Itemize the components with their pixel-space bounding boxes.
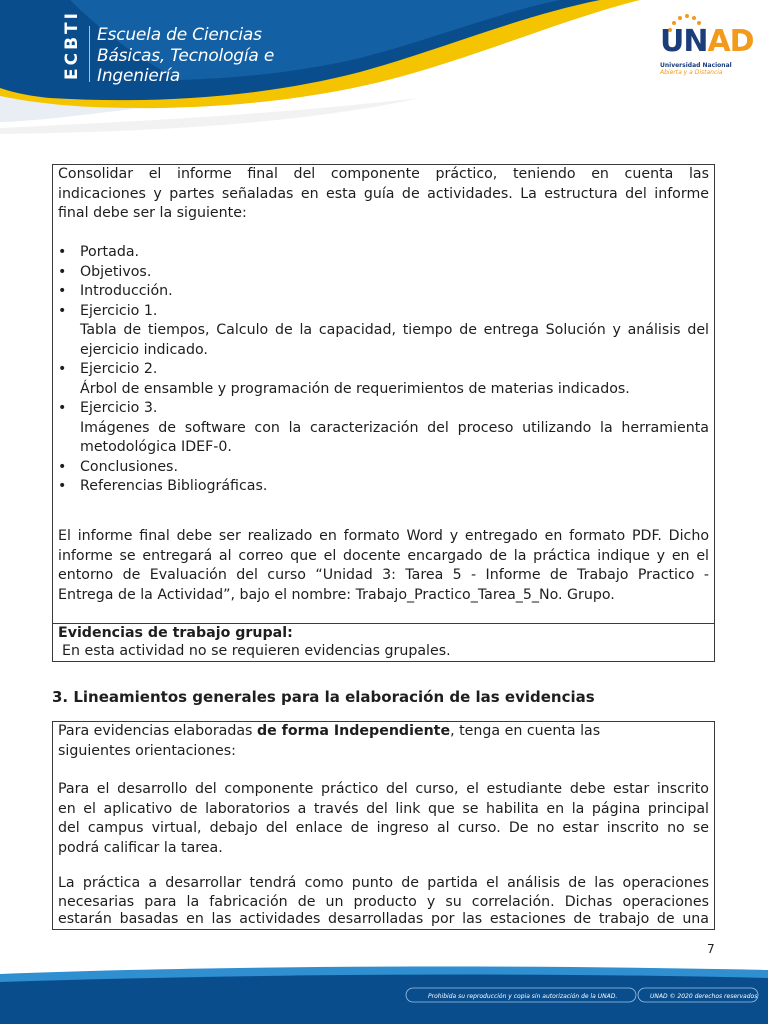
list-item: Objetivos. (80, 263, 152, 280)
faculty-acronym: ECBTI (62, 10, 82, 80)
list-item: Introducción. (80, 283, 173, 299)
bullet-marker: • (58, 302, 67, 319)
list-item-detail: ejercicio indicado. (80, 341, 208, 358)
bullet-marker: • (58, 400, 67, 416)
section-heading: 3. Lineamientos generales para la elaboración de las evidencias (52, 688, 595, 706)
page-footer (0, 960, 768, 1024)
closing-line-2: informe se entregará al correo que el docente encargado de la práctica indique y en el (58, 547, 709, 564)
logo-subtitle-1: Universidad Nacional (660, 62, 732, 69)
guidelines-box (52, 721, 715, 930)
group-evidence-heading: Evidencias de trabajo grupal: (58, 625, 293, 641)
header-divider (89, 26, 90, 82)
intro-line-3: final debe ser la siguiente: (58, 205, 247, 221)
logo-subtitle-2: Abierta y a Distancia (660, 69, 723, 76)
list-item: Conclusiones. (80, 458, 178, 475)
footer-copy-notice: Prohibida su reproducción y copia sin autorización de la UNAD. (428, 993, 618, 1000)
paragraph-3-line-1: La práctica a desarrollar tendrá como punto de partida el análisis de las operaciones (58, 875, 709, 891)
paragraph-2-line-2: en el aplicativo de laboratorios a través del link que se habilita en la página principal (58, 800, 709, 817)
school-name-line-1: Escuela de Ciencias (97, 25, 262, 45)
list-item-detail: metodológica IDEF-0. (80, 439, 232, 455)
bullet-marker: • (58, 478, 67, 494)
report-structure-box (52, 164, 715, 624)
paragraph-2-line-4: podrá calificar la tarea. (58, 839, 223, 856)
bullet-marker: • (58, 458, 67, 475)
unad-logo (660, 14, 754, 86)
list-item: Referencias Bibliográficas. (80, 478, 268, 494)
list-item-detail: Tabla de tiempos, Calculo de la capacidad, tiempo de entrega Solución y análisis del (80, 322, 709, 338)
bullet-marker: • (58, 361, 67, 377)
list-item: Portada. (80, 244, 140, 260)
paragraph-2-line-1: Para el desarrollo del componente práctico del curso, el estudiante debe estar inscrito (58, 781, 709, 797)
footer-band-graphic (0, 960, 768, 1024)
intro-line-1: Consolidar el informe final del componente práctico, teniendo en cuenta las (58, 166, 709, 182)
guidelines-line-2: siguientes orientaciones: (58, 742, 236, 759)
paragraph-2-line-3: del campus virtual, debajo del enlace de ingreso al curso. De no estar inscrito no se (58, 820, 709, 836)
closing-line-1: El informe final debe ser realizado en formato Word y entregado en formato PDF. Dicho (58, 528, 709, 544)
school-name-line-2: Básicas, Tecnología e (97, 46, 275, 66)
list-item: Ejercicio 1. (80, 302, 158, 319)
paragraph-3-line-2: necesarias para la fabricación de un producto y su correlación. Dichas operaciones (58, 894, 709, 910)
group-evidence-text: En esta actividad no se requieren evidencias grupales. (62, 643, 451, 659)
intro-line-2: indicaciones y partes señaladas en esta guía de actividades. La estructura del informe (58, 185, 709, 202)
school-name-line-3: Ingeniería (97, 66, 181, 86)
page-header (0, 0, 768, 150)
group-evidence-box (52, 623, 715, 662)
logo-wordmark: UNAD (660, 24, 754, 59)
bullet-marker: • (58, 263, 67, 280)
closing-line-4: Entrega de la Actividad”, bajo el nombre: Trabajo_Practico_Tarea_5_No. Grupo. (58, 586, 615, 603)
list-item: Ejercicio 2. (80, 361, 158, 377)
guidelines-line-1: Para evidencias elaboradas de forma Independiente, tenga en cuenta las (58, 723, 601, 739)
bullet-marker: • (58, 283, 67, 299)
page-number: 7 (707, 942, 715, 956)
list-item-detail: Imágenes de software con la caracterización del proceso utilizando la herramienta (80, 419, 709, 436)
closing-line-3: entorno de Evaluación del curso “Unidad 3: Tarea 5 - Informe de Trabajo Practico - (58, 567, 709, 583)
list-item-detail: Árbol de ensamble y programación de requerimientos de materias indicados. (80, 380, 630, 397)
bullet-marker: • (58, 244, 67, 260)
paragraph-3-line-3: estarán basadas en las actividades desarrolladas por las estaciones de trabajo de una (58, 911, 709, 927)
footer-rights-notice: UNAD © 2020 derechos reservados (650, 993, 758, 1000)
list-item: Ejercicio 3. (80, 400, 158, 416)
